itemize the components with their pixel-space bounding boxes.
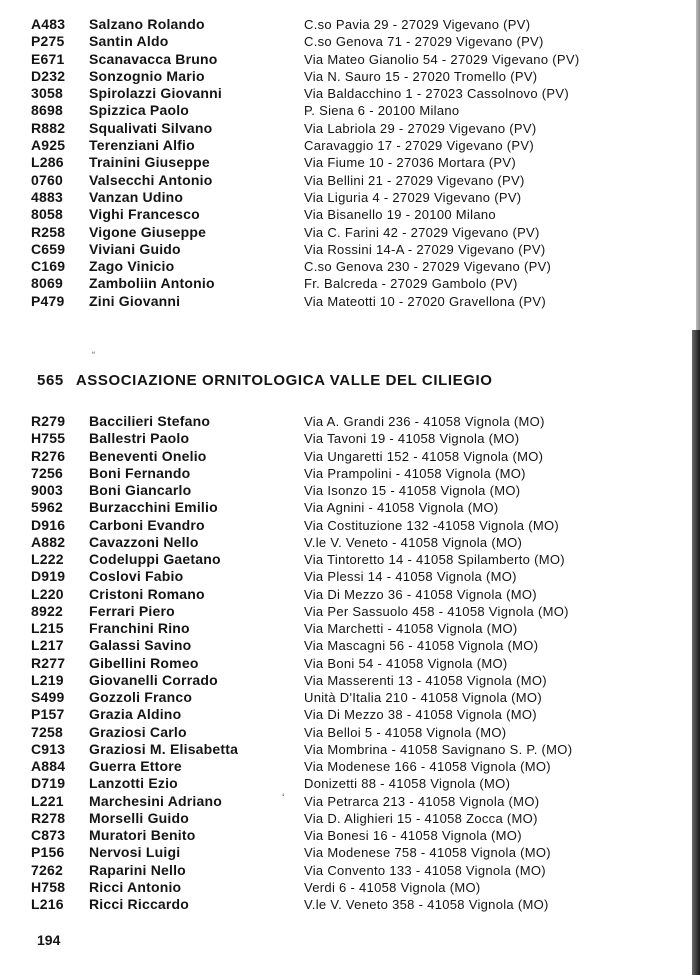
member-address: Via Masserenti 13 - 41058 Vignola (MO) [304,672,547,688]
member-row [0,862,690,879]
member-address: Via Modenese 166 - 41058 Vignola (MO) [304,759,551,774]
member-name: Spirolazzi Giovanni [89,85,222,102]
member-address: Via Belloi 5 - 41058 Vignola (MO) [304,724,507,740]
member-name: Squalivati Silvano [89,119,213,136]
member-code: L215 [31,620,64,636]
member-code: A884 [31,758,66,774]
member-row [0,724,690,741]
member-address: Via Liguria 4 - 27029 Vigevano (PV) [304,189,522,205]
member-row [0,137,690,154]
member-address: Via D. Alighieri 15 - 41058 Zocca (MO) [304,810,538,826]
member-name: Graziosi Carlo [89,723,187,740]
member-address: Unità D'Italia 210 - 41058 Vignola (MO) [304,690,542,705]
member-address: Fr. Balcreda - 27029 Gambolo (PV) [304,276,518,292]
member-code: C659 [31,240,66,257]
member-code: P275 [31,33,65,50]
member-row [0,68,690,85]
member-row [0,275,690,292]
member-code: E671 [31,50,65,67]
member-row [0,224,690,241]
member-name: Raparini Nello [89,861,186,878]
member-name: Spizzica Paolo [89,102,190,119]
member-name: Boni Giancarlo [89,482,192,498]
member-name: Franchini Rino [89,620,190,636]
member-code: D916 [31,516,66,533]
member-code: D719 [31,775,66,792]
member-address: C.so Genova 71 - 27029 Vigevano (PV) [304,34,544,50]
member-row [0,293,690,310]
member-code: 7262 [31,861,63,878]
member-name: Muratori Benito [89,827,196,843]
section-heading [37,372,493,389]
member-code: A882 [31,533,66,550]
member-name: Cavazzoni Nello [89,533,199,550]
member-name: Ferrari Piero [89,602,175,619]
member-code: 7256 [31,464,63,481]
member-name: Graziosi M. Elisabetta [89,740,239,757]
member-code: L216 [31,896,64,912]
member-code: C169 [31,258,66,275]
member-row [0,102,690,119]
member-name: Nervosi Luigi [89,844,181,861]
member-address: Via Rossini 14-A - 27029 Vigevano (PV) [304,241,546,257]
member-code: L286 [31,154,64,171]
member-code: A925 [31,137,66,154]
member-name: Ricci Antonio [89,878,182,895]
member-name: Ricci Riccardo [89,896,190,912]
member-code: H758 [31,878,66,895]
member-address: Via Bellini 21 - 27029 Vigevano (PV) [304,172,525,188]
member-address: Via Fiume 10 - 27036 Mortara (PV) [304,155,516,171]
page-binding-edge [692,330,700,975]
member-address: Via C. Farini 42 - 27029 Vigevano (PV) [304,224,540,240]
member-address: Via Baldacchino 1 - 27023 Cassolnovo (PV) [304,86,569,102]
member-name: Zamboliin Antonio [89,275,215,292]
page-number: 194 [37,932,61,948]
member-address: V.le V. Veneto - 41058 Vignola (MO) [304,534,523,550]
member-code: R276 [31,447,66,464]
member-row [0,172,690,189]
member-address: Donizetti 88 - 41058 Vignola (MO) [304,776,511,792]
member-row [0,16,690,33]
member-address: P. Siena 6 - 20100 Milano [304,103,460,119]
section-number: 565 [37,372,64,389]
member-address: Via Mascagni 56 - 41058 Vignola (MO) [304,638,539,654]
member-row [0,827,690,844]
member-row [0,741,690,758]
member-name: Cristoni Romano [89,585,205,602]
member-code: C873 [31,827,66,843]
member-address: Via N. Sauro 15 - 27020 Tromello (PV) [304,68,538,84]
member-row [0,879,690,896]
member-code: 8058 [31,206,63,223]
member-row [0,430,690,447]
stray-print-mark: ‘ [282,792,285,804]
member-address: Via A. Grandi 236 - 41058 Vignola (MO) [304,414,545,429]
member-address: Via Bonesi 16 - 41058 Vignola (MO) [304,828,522,843]
member-address: Via Costituzione 132 -41058 Vignola (MO) [304,517,560,533]
member-row [0,189,690,206]
member-code: 0760 [31,171,63,188]
member-code: 8069 [31,275,63,292]
member-name: Trainini Giuseppe [89,154,210,171]
member-row [0,706,690,723]
section-title: ASSOCIAZIONE ORNITOLOGICA VALLE DEL CILIEGIO [75,372,493,389]
member-row [0,154,690,171]
member-code: L222 [31,551,64,567]
member-address: Via Di Mezzo 38 - 41058 Vignola (MO) [304,707,537,723]
member-row [0,448,690,465]
member-row [0,896,690,913]
member-address: Via Tintoretto 14 - 41058 Spilamberto (MO) [304,552,565,567]
member-list-continued [0,16,690,310]
member-row [0,672,690,689]
member-code: R279 [31,413,66,429]
member-name: Salzano Rolando [89,16,205,32]
member-name: Valsecchi Antonio [89,171,213,188]
member-row [0,241,690,258]
member-address: Via Per Sassuolo 458 - 41058 Vignola (MO) [304,603,569,619]
member-name: Guerra Ettore [89,758,182,774]
member-name: Lanzotti Ezio [89,775,178,792]
member-row [0,120,690,137]
member-row [0,534,690,551]
member-row [0,655,690,672]
member-address: Via Ungaretti 152 - 41058 Vignola (MO) [304,448,544,464]
member-code: R258 [31,223,66,240]
member-code: L220 [31,585,64,602]
member-row [0,620,690,637]
stray-print-mark: “ [92,350,95,360]
member-row [0,586,690,603]
member-row [0,517,690,534]
member-code: 9003 [31,482,63,498]
member-code: R277 [31,654,66,671]
member-address: Via Agnini - 41058 Vignola (MO) [304,500,499,516]
member-code: D919 [31,568,66,585]
member-code: D232 [31,67,66,84]
member-row [0,499,690,516]
member-name: Scanavacca Bruno [89,50,218,67]
member-name: Santin Aldo [89,33,169,50]
member-name: Morselli Guido [89,809,190,826]
member-row [0,844,690,861]
member-address: Via Di Mezzo 36 - 41058 Vignola (MO) [304,586,537,602]
member-address: Via Mateotti 10 - 27020 Gravellona (PV) [304,293,546,309]
page-binding-shadow [696,0,700,330]
member-row [0,551,690,568]
member-code: 8922 [31,602,63,619]
member-code: A483 [31,16,66,32]
member-name: Zini Giovanni [89,292,181,309]
member-row [0,33,690,50]
member-name: Gibellini Romeo [89,654,199,671]
member-code: H755 [31,430,66,447]
member-address: Via Petrarca 213 - 41058 Vignola (MO) [304,793,540,809]
member-row [0,413,690,430]
member-address: Via Boni 54 - 41058 Vignola (MO) [304,655,508,671]
member-code: P479 [31,292,65,309]
member-name: Gozzoli Franco [89,689,193,705]
member-address: Via Isonzo 15 - 41058 Vignola (MO) [304,483,521,498]
member-address: Via Plessi 14 - 41058 Vignola (MO) [304,569,517,585]
member-code: R882 [31,119,66,136]
member-name: Sonzognio Mario [89,67,205,84]
member-name: Galassi Savino [89,637,192,654]
member-code: 3058 [31,85,63,102]
member-code: C913 [31,740,66,757]
member-address: Via Prampolini - 41058 Vignola (MO) [304,465,526,481]
member-code: R278 [31,809,66,826]
member-name: Boni Fernando [89,464,191,481]
member-row [0,689,690,706]
member-row [0,810,690,827]
member-name: Coslovi Fabio [89,568,184,585]
member-address: Caravaggio 17 - 27029 Vigevano (PV) [304,138,534,154]
member-row [0,637,690,654]
member-code: 8698 [31,102,63,119]
member-address: Via Marchetti - 41058 Vignola (MO) [304,621,518,636]
member-row [0,603,690,620]
member-code: S499 [31,689,65,705]
member-name: Beneventi Onelio [89,447,207,464]
member-address: Via Labriola 29 - 27029 Vigevano (PV) [304,120,537,136]
member-address: Via Tavoni 19 - 41058 Vignola (MO) [304,431,520,447]
member-name: Marchesini Adriano [89,792,222,809]
member-code: L217 [31,637,64,654]
member-address: Via Mombrina - 41058 Savignano S. P. (MO) [304,741,573,757]
member-name: Vighi Francesco [89,206,200,223]
member-row [0,482,690,499]
member-name: Zago Vinicio [89,258,175,275]
member-address: V.le V. Veneto 358 - 41058 Vignola (MO) [304,897,549,912]
member-address: Verdi 6 - 41058 Vignola (MO) [304,879,481,895]
member-row [0,568,690,585]
member-row [0,258,690,275]
member-code: L219 [31,671,64,688]
member-row [0,758,690,775]
member-name: Grazia Aldino [89,706,182,723]
member-name: Terenziani Alfio [89,137,195,154]
member-name: Baccilieri Stefano [89,413,211,429]
member-name: Ballestri Paolo [89,430,190,447]
member-row [0,206,690,223]
member-code: L221 [31,792,64,809]
member-name: Codeluppi Gaetano [89,551,221,567]
member-address: C.so Pavia 29 - 27029 Vigevano (PV) [304,17,531,32]
member-row [0,85,690,102]
member-name: Viviani Guido [89,240,181,257]
member-code: P157 [31,706,65,723]
member-row [0,793,690,810]
member-address: Via Convento 133 - 41058 Vignola (MO) [304,862,546,878]
member-address: Via Bisanello 19 - 20100 Milano [304,207,496,223]
member-name: Vanzan Udino [89,188,184,205]
member-row [0,51,690,68]
member-code: P156 [31,844,65,861]
member-name: Giovanelli Corrado [89,671,218,688]
member-name: Carboni Evandro [89,516,205,533]
member-list-section [0,413,690,913]
member-address: Via Modenese 758 - 41058 Vignola (MO) [304,845,551,861]
member-code: 4883 [31,188,63,205]
member-name: Burzacchini Emilio [89,499,218,516]
member-code: 7258 [31,723,63,740]
member-row [0,465,690,482]
member-row [0,775,690,792]
member-address: C.so Genova 230 - 27029 Vigevano (PV) [304,259,552,275]
member-name: Vigone Giuseppe [89,223,207,240]
member-address: Via Mateo Gianolio 54 - 27029 Vigevano (PV) [304,51,580,67]
member-code: 5962 [31,499,63,516]
